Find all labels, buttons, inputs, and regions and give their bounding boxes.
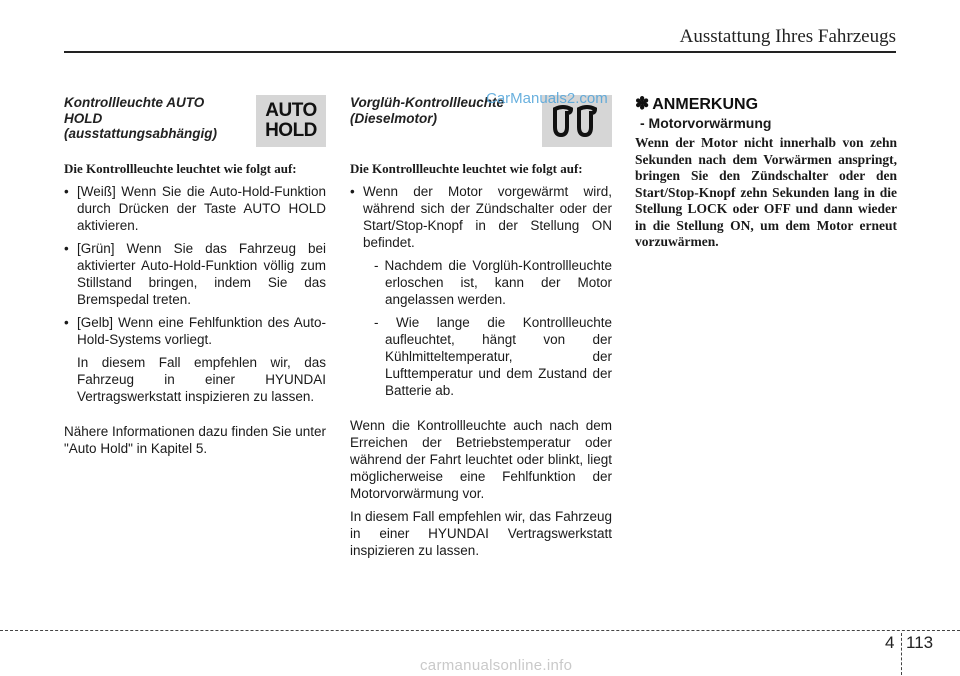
header-rule — [64, 51, 896, 53]
note-subtitle: - Motorvorwärmung — [640, 115, 772, 131]
auto-hold-badge-line1: AUTO — [265, 100, 317, 121]
auto-hold-bullet-white: • [Weiß] Wenn Sie die Auto-Hold-Funktion durch Drücken der Taste AUTO HOLD aktivieren. — [64, 183, 326, 234]
glow-plug-icon-svg — [549, 103, 605, 139]
note-star-icon: ✽ — [635, 94, 650, 113]
note-text: Wenn der Motor nicht innerhalb von zehn Sekunden nach dem Vorwärmen anspringt, bringen Sie den Zündschalter oder den Start/Stop-Knopf zehn Sekunden lang in die Stellung LOCK oder OFF und dann wieder in die Stellung ON, um dem Motor erneut vorzuwärmen. — [635, 135, 897, 249]
watermark-top: CarManuals2.com — [486, 90, 608, 107]
page-separator — [901, 633, 902, 675]
page-chapter: 4 — [885, 633, 895, 652]
note-title-text: ANMERKUNG — [652, 96, 759, 113]
auto-hold-indicator-icon — [256, 95, 326, 147]
auto-hold-bullet-yellow-extra: In diesem Fall empfehlen wir, das Fahrzeug in einer HYUNDAI Vertragswerkstatt inspizieren zu lassen. — [77, 355, 326, 404]
auto-hold-bullet-yellow: • [Gelb] Wenn eine Fehlfunktion des Auto-Hold-Systems vorliegt. — [64, 314, 326, 348]
note-title — [635, 95, 897, 114]
footer-rule — [0, 630, 960, 631]
glow-plug-intro: Die Kontrollleuchte leuchtet wie folgt auf: — [350, 161, 583, 176]
auto-hold-intro: Die Kontrollleuchte leuchtet wie folgt auf: — [64, 161, 297, 176]
glow-plug-sub-1: - Nachdem die Vorglüh-Kontrollleuchte erloschen ist, kann der Motor angelassen werden. — [361, 257, 612, 308]
auto-hold-badge-line2: HOLD — [265, 120, 317, 141]
watermark-bottom: carmanualsonline.info — [420, 657, 573, 674]
auto-hold-footer-text: Nähere Informationen dazu finden Sie unter "Auto Hold" in Kapitel 5. — [64, 424, 326, 456]
glow-plug-bullet: • Wenn der Motor vorgewärmt wird, während sich der Zündschalter oder der Start/Stop-Knopf in der Stellung ON befindet. — [350, 183, 612, 251]
glow-plug-heading: Vorglüh-Kontrollleuchte (Dieselmotor) — [350, 95, 504, 126]
auto-hold-heading: Kontrollleuchte AUTO HOLD (ausstattungsabhängig) — [64, 95, 218, 142]
glow-plug-sub-2: - Wie lange die Kontrollleuchte aufleuchtet, hängt von der Kühlmitteltemperatur, der Lufttemperatur und dem Zustand der Batterie ab. — [361, 314, 612, 399]
page-number: 113 — [906, 633, 934, 652]
column-note — [635, 95, 897, 251]
auto-hold-heading-row — [64, 95, 326, 157]
column-glow-plug — [350, 95, 612, 565]
glow-plug-para-2: In diesem Fall empfehlen wir, das Fahrzeug in einer HYUNDAI Vertragswerkstatt inspizieren zu lassen. — [350, 509, 612, 558]
auto-hold-bullet-green: • [Grün] Wenn Sie das Fahrzeug bei aktivierter Auto-Hold-Funktion völlig zum Stillstand bringen, indem Sie das Bremspedal treten. — [64, 240, 326, 308]
glow-plug-para-1: Wenn die Kontrollleuchte auch nach dem Erreichen der Betriebstemperatur oder während der Fahrt leuchtet oder blinkt, liegt möglicherweise eine Fehlfunktion der Motorvorwärmung vor. — [350, 418, 612, 501]
column-auto-hold — [64, 95, 326, 463]
header-title: Ausstattung Ihres Fahrzeugs — [679, 26, 896, 47]
